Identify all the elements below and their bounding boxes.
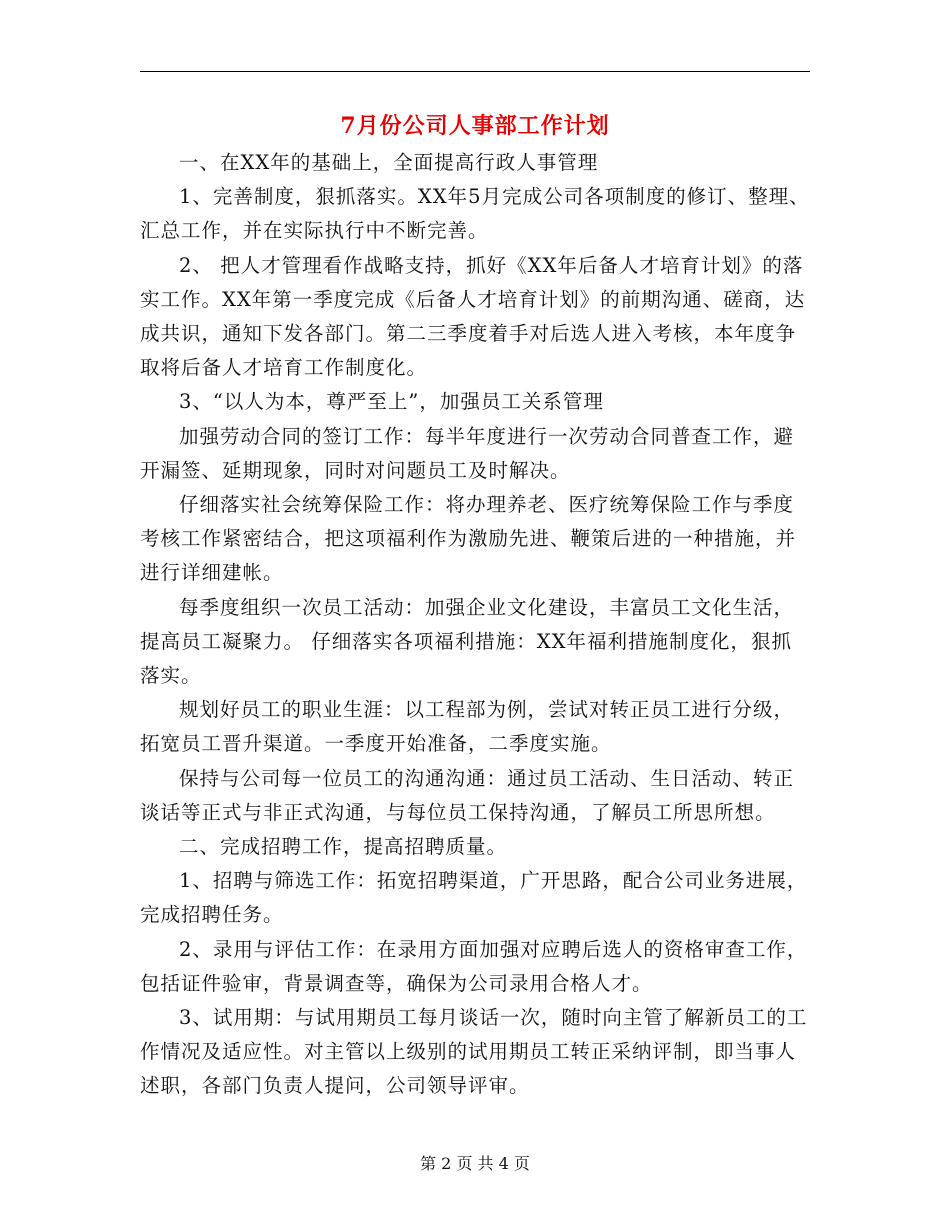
paragraph: 加强劳动合同的签订工作：每半年度进行一次劳动合同普查工作，避开漏签、延期现象，同时对问题员工及时解决。 bbox=[140, 424, 795, 482]
paragraph: 二、完成招聘工作，提高招聘质量。 bbox=[179, 835, 508, 859]
paragraph: 1、招聘与筛选工作：拓宽招聘渠道，广开思路，配合公司业务进展，完成招聘任务。 bbox=[140, 869, 808, 927]
paragraph: 1、完善制度，狠抓落实。XX年5月完成公司各项制度的修订、整理、汇总工作，并在实际执行中不断完善。 bbox=[140, 185, 810, 243]
paragraph: 2、 把人才管理看作战略支持，抓好《XX年后备人才培育计划》的落实工作。XX年第一季度完成《后备人才培育计划》的前期沟通、磋商，达成共识，通知下发各部门。第二三季度着手对后选人进入考核，本年度争取将后备人才培育工作制度化。 bbox=[140, 253, 806, 380]
paragraph: 3、试用期：与试用期员工每月谈话一次，随时向主管了解新员工的工作情况及适应性。对主管以上级别的试用期员工转正采纳评制，即当事人述职，各部门负责人提问，公司领导评审。 bbox=[140, 1006, 808, 1098]
page-number-footer: 第 2 页 共 4 页 bbox=[420, 1154, 530, 1173]
paragraph: 保持与公司每一位员工的沟通沟通：通过员工活动、生日活动、转正谈话等正式与非正式沟通，与每位员工保持沟通，了解员工所思所想。 bbox=[140, 766, 795, 824]
header-rule bbox=[140, 71, 810, 72]
paragraph: 每季度组织一次员工活动：加强企业文化建设，丰富员工文化生活，提高员工凝聚力。 仔细落实各项福利措施：XX年福利措施制度化，狠抓落实。 bbox=[140, 595, 795, 688]
paragraph: 3、“以人为本，尊严至上”，加强员工关系管理 bbox=[179, 390, 604, 414]
document-body bbox=[140, 146, 812, 1104]
document-title: 7月份公司人事部工作计划 bbox=[340, 113, 610, 139]
paragraph: 2、录用与评估工作：在录用方面加强对应聘后选人的资格审查工作，包括证件验审，背景调查等，确保为公司录用合格人才。 bbox=[140, 937, 808, 995]
paragraph: 规划好员工的职业生涯：以工程部为例，尝试对转正员工进行分级，拓宽员工晋升渠道。一季度开始准备，二季度实施。 bbox=[140, 698, 795, 756]
paragraph: 仔细落实社会统筹保险工作：将办理养老、医疗统筹保险工作与季度考核工作紧密结合，把这项福利作为激励先进、鞭策后进的一种措施，并进行详细建帐。 bbox=[140, 493, 797, 585]
paragraph: 一、在XX年的基础上，全面提高行政人事管理 bbox=[179, 151, 599, 174]
